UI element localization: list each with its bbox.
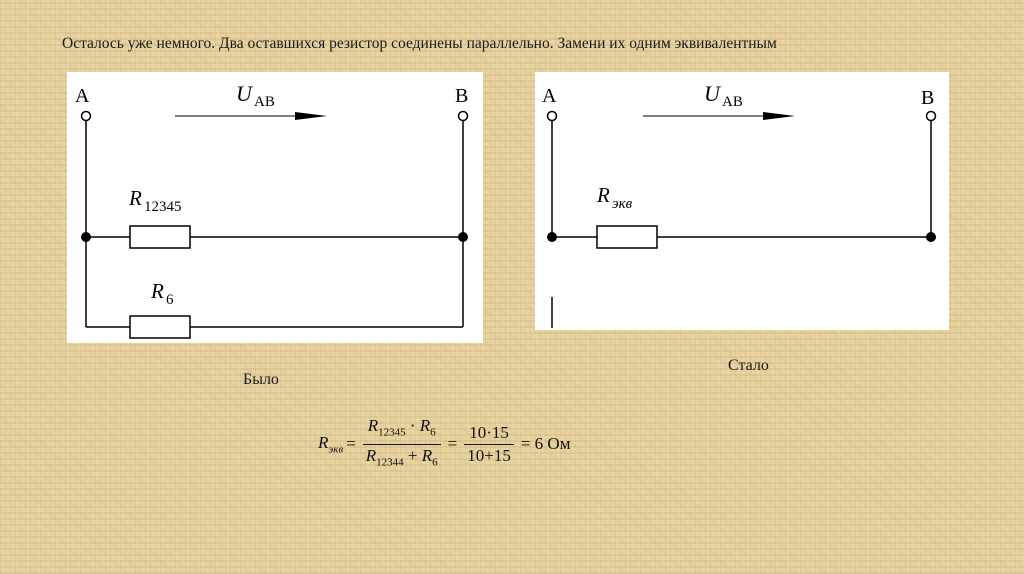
fraction-numerator: $R_{12345} \cdot R_6$	[367, 416, 436, 439]
circuit-after-panel	[535, 72, 949, 330]
voltage-arrow-head	[295, 112, 327, 120]
numeric-numerator: 10·15	[469, 422, 509, 442]
r12345-subscript: 12345	[144, 199, 182, 215]
r6-subscript: 6	[166, 292, 174, 308]
r12345-symbol: R	[129, 186, 142, 210]
equivalent-resistance-formula	[318, 414, 573, 474]
resistor-req	[597, 226, 657, 248]
formula-lhs: $R_{экв}$	[318, 432, 344, 456]
node-a-label: A	[75, 85, 90, 107]
terminal-a	[548, 112, 557, 121]
node-a-label: A	[542, 85, 557, 107]
fraction-denominator: $R_{12344} + R_6$	[365, 445, 438, 468]
caption-before: Было	[243, 371, 279, 388]
terminal-b	[459, 112, 468, 121]
slide-title: Осталось уже немного. Два оставшихся резистор соединены параллельно. Замени их одним эквивалентным	[62, 35, 777, 52]
voltage-symbol: U	[704, 81, 720, 106]
terminal-a	[82, 112, 91, 121]
voltage-arrow-head	[763, 112, 795, 120]
circuit-after-diagram	[535, 72, 949, 330]
junction-left	[81, 232, 91, 242]
junction-right	[458, 232, 468, 242]
formula-equals-2: =	[447, 434, 458, 453]
circuit-before-diagram	[67, 72, 483, 343]
caption-after: Стало	[728, 357, 769, 374]
terminal-b	[927, 112, 936, 121]
resistor-r12345	[130, 226, 190, 248]
resistor-r6	[130, 316, 190, 338]
voltage-symbol: U	[236, 81, 252, 106]
req-subscript: экв	[612, 196, 633, 212]
node-b-label: B	[921, 87, 935, 109]
node-b-label: B	[455, 85, 469, 107]
voltage-subscript: AB	[254, 94, 275, 110]
junction-right	[926, 232, 936, 242]
voltage-subscript: AB	[722, 94, 743, 110]
req-symbol: R	[597, 183, 610, 207]
formula-equals-1: =	[346, 434, 356, 453]
numeric-denominator: 10+15	[467, 445, 511, 465]
circuit-before-panel	[67, 72, 483, 343]
junction-left	[547, 232, 557, 242]
formula-fraction-symbolic	[363, 415, 441, 473]
formula-fraction-numeric	[464, 422, 514, 467]
r6-symbol: R	[151, 279, 164, 303]
formula-result: = 6 Ом	[520, 434, 571, 453]
